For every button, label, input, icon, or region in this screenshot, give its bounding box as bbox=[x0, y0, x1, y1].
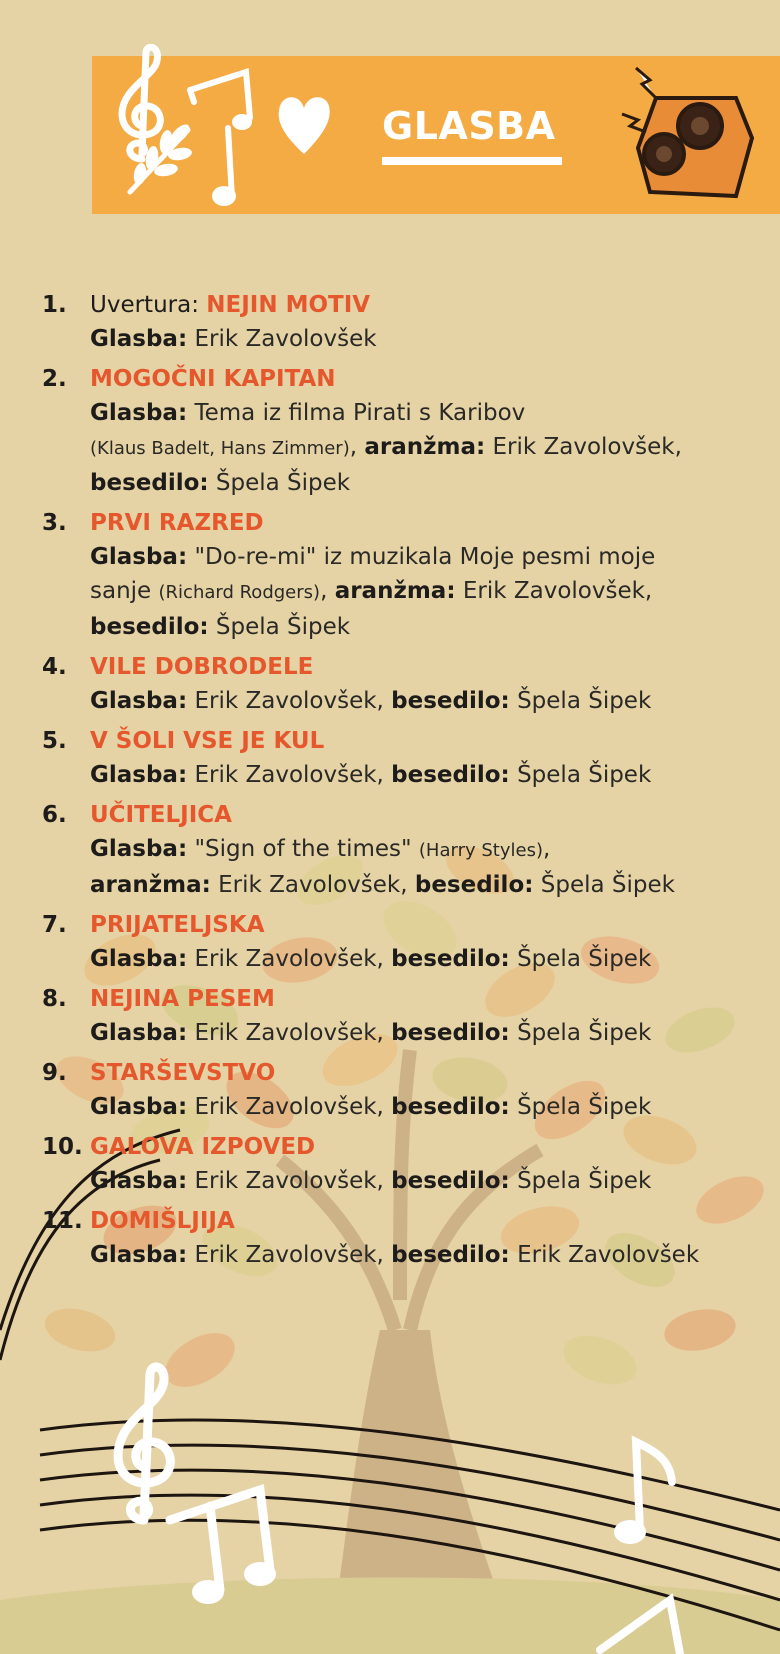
song-title-line bbox=[90, 724, 762, 758]
credit-value: Tema iz filma Pirati s Karibov bbox=[187, 400, 526, 426]
credit-value: Erik Zavolovšek, bbox=[187, 1094, 392, 1120]
song-title-line bbox=[90, 288, 762, 322]
credit-value: Špela Šipek bbox=[509, 1020, 652, 1046]
song-number: 1. bbox=[42, 292, 67, 318]
credit-value: Špela Šipek bbox=[509, 1168, 652, 1194]
song-credits-line bbox=[90, 758, 762, 792]
song-credits-line bbox=[90, 322, 762, 356]
credit-label: besedilo: bbox=[414, 872, 534, 898]
credit-value: "Sign of the times" bbox=[187, 836, 419, 862]
song-title: PRVI RAZRED bbox=[90, 510, 264, 536]
credit-value: , bbox=[542, 836, 551, 862]
credit-label: besedilo: bbox=[391, 1168, 510, 1194]
credit-label: Glasba: bbox=[90, 946, 188, 972]
song-number: 8. bbox=[42, 986, 67, 1012]
credit-value: Erik Zavolovšek, bbox=[187, 946, 392, 972]
credit-value: Erik Zavolovšek bbox=[187, 326, 377, 352]
song-number: 10. bbox=[42, 1134, 83, 1160]
credit-value: , bbox=[320, 578, 335, 604]
heart-icon bbox=[276, 92, 332, 156]
credit-label: aranžma: bbox=[90, 872, 211, 898]
song-item bbox=[42, 362, 762, 500]
song-item bbox=[42, 724, 762, 792]
credit-label: besedilo: bbox=[391, 688, 510, 714]
credit-value: Špela Šipek bbox=[533, 872, 675, 898]
song-title: NEJIN MOTIV bbox=[206, 292, 371, 318]
song-title-line bbox=[90, 362, 762, 396]
credit-original-author: (Klaus Badelt, Hans Zimmer) bbox=[90, 438, 350, 459]
song-credits-line bbox=[90, 1238, 762, 1272]
song-number: 11. bbox=[42, 1208, 83, 1234]
credit-label: Glasba: bbox=[90, 1168, 188, 1194]
song-credits-line bbox=[90, 540, 762, 574]
song-credits-line bbox=[90, 574, 762, 610]
song-credits-line bbox=[90, 684, 762, 718]
credit-label: besedilo: bbox=[391, 1094, 510, 1120]
music-notes-bottom-icon bbox=[150, 1470, 330, 1610]
song-item bbox=[42, 650, 762, 718]
song-credits-line bbox=[90, 396, 762, 430]
song-item bbox=[42, 1056, 762, 1124]
song-title-line bbox=[90, 650, 762, 684]
credit-label: Glasba: bbox=[90, 400, 188, 426]
song-credits-line bbox=[90, 610, 762, 644]
credit-label: Glasba: bbox=[90, 1242, 188, 1268]
credit-value: Erik Zavolovšek, bbox=[187, 1020, 392, 1046]
song-title-line bbox=[90, 908, 762, 942]
credit-label: aranžma: bbox=[334, 578, 456, 604]
credit-label: besedilo: bbox=[391, 1020, 510, 1046]
credit-label: Glasba: bbox=[90, 688, 188, 714]
credit-label: Glasba: bbox=[90, 544, 188, 570]
song-number: 9. bbox=[42, 1060, 67, 1086]
song-number: 6. bbox=[42, 802, 67, 828]
song-title: V ŠOLI VSE JE KUL bbox=[90, 728, 325, 754]
page-title: GLASBA bbox=[382, 104, 556, 148]
song-credits-line bbox=[90, 1090, 762, 1124]
credit-value: Erik Zavolovšek, bbox=[485, 434, 682, 460]
credit-label: Glasba: bbox=[90, 1094, 188, 1120]
credit-value: Erik Zavolovšek, bbox=[455, 578, 653, 604]
credit-label: aranžma: bbox=[364, 434, 486, 460]
song-list bbox=[42, 288, 762, 1278]
song-title: NEJINA PESEM bbox=[90, 986, 275, 1012]
song-title-line bbox=[90, 798, 762, 832]
credit-value: Špela Šipek bbox=[509, 946, 652, 972]
eighth-note-icon bbox=[600, 1430, 690, 1550]
credit-label: besedilo: bbox=[391, 946, 510, 972]
song-credits-line bbox=[90, 942, 762, 976]
song-title: VILE DOBRODELE bbox=[90, 654, 314, 680]
song-number: 2. bbox=[42, 366, 67, 392]
song-title: UČITELJICA bbox=[90, 802, 232, 828]
song-item bbox=[42, 1204, 762, 1272]
song-title-line bbox=[90, 506, 762, 540]
song-number: 3. bbox=[42, 510, 67, 536]
song-title-line bbox=[90, 1130, 762, 1164]
credit-label: besedilo: bbox=[391, 1242, 510, 1268]
song-credits-line bbox=[90, 430, 762, 466]
song-title: PRIJATELJSKA bbox=[90, 912, 265, 938]
credit-label: besedilo: bbox=[90, 470, 209, 496]
song-title: GALOVA IZPOVED bbox=[90, 1134, 316, 1160]
credit-value: sanje bbox=[90, 578, 159, 604]
song-title: MOGOČNI KAPITAN bbox=[90, 366, 336, 392]
song-number: 4. bbox=[42, 654, 67, 680]
radio-boombox-icon bbox=[616, 58, 756, 206]
song-prefix: Uvertura: bbox=[90, 292, 207, 318]
credit-value: "Do-re-mi" iz muzikala Moje pesmi moje bbox=[187, 544, 656, 570]
song-title-line bbox=[90, 1056, 762, 1090]
song-number: 5. bbox=[42, 728, 67, 754]
song-title-line bbox=[90, 1204, 762, 1238]
song-credits-line bbox=[90, 832, 762, 868]
song-item bbox=[42, 798, 762, 902]
song-title-line bbox=[90, 982, 762, 1016]
music-notes-icon bbox=[180, 58, 270, 208]
credit-label: Glasba: bbox=[90, 1020, 188, 1046]
credit-value: Erik Zavolovšek bbox=[509, 1242, 700, 1268]
credit-label: Glasba: bbox=[90, 762, 188, 788]
credit-value: Špela Šipek bbox=[208, 470, 351, 496]
credit-original-author: (Harry Styles) bbox=[418, 840, 543, 861]
song-item bbox=[42, 288, 762, 356]
title-underline bbox=[382, 157, 562, 165]
credit-label: besedilo: bbox=[391, 762, 510, 788]
song-item bbox=[42, 908, 762, 976]
song-item bbox=[42, 506, 762, 644]
credit-value: Erik Zavolovšek, bbox=[187, 762, 392, 788]
credit-label: besedilo: bbox=[90, 614, 209, 640]
song-credits-line bbox=[90, 1016, 762, 1050]
eighth-note-bottom-icon bbox=[580, 1560, 700, 1654]
credit-label: Glasba: bbox=[90, 326, 188, 352]
song-item bbox=[42, 1130, 762, 1198]
credit-label: Glasba: bbox=[90, 836, 188, 862]
credit-value: Špela Šipek bbox=[208, 614, 351, 640]
song-credits-line bbox=[90, 1164, 762, 1198]
credit-value: Špela Šipek bbox=[509, 762, 652, 788]
song-credits-line bbox=[90, 466, 762, 500]
credit-original-author: (Richard Rodgers) bbox=[158, 582, 321, 603]
song-number: 7. bbox=[42, 912, 67, 938]
credit-value: Špela Šipek bbox=[509, 688, 652, 714]
credit-value: Erik Zavolovšek, bbox=[210, 872, 415, 898]
song-title: DOMIŠLJIJA bbox=[90, 1208, 235, 1234]
credit-value: Špela Šipek bbox=[509, 1094, 652, 1120]
credit-value: Erik Zavolovšek, bbox=[187, 1168, 392, 1194]
credit-value: , bbox=[349, 434, 365, 460]
song-item bbox=[42, 982, 762, 1050]
credit-value: Erik Zavolovšek, bbox=[187, 1242, 392, 1268]
song-title: STARŠEVSTVO bbox=[90, 1060, 276, 1086]
song-credits-line bbox=[90, 868, 762, 902]
credit-value: Erik Zavolovšek, bbox=[187, 688, 392, 714]
